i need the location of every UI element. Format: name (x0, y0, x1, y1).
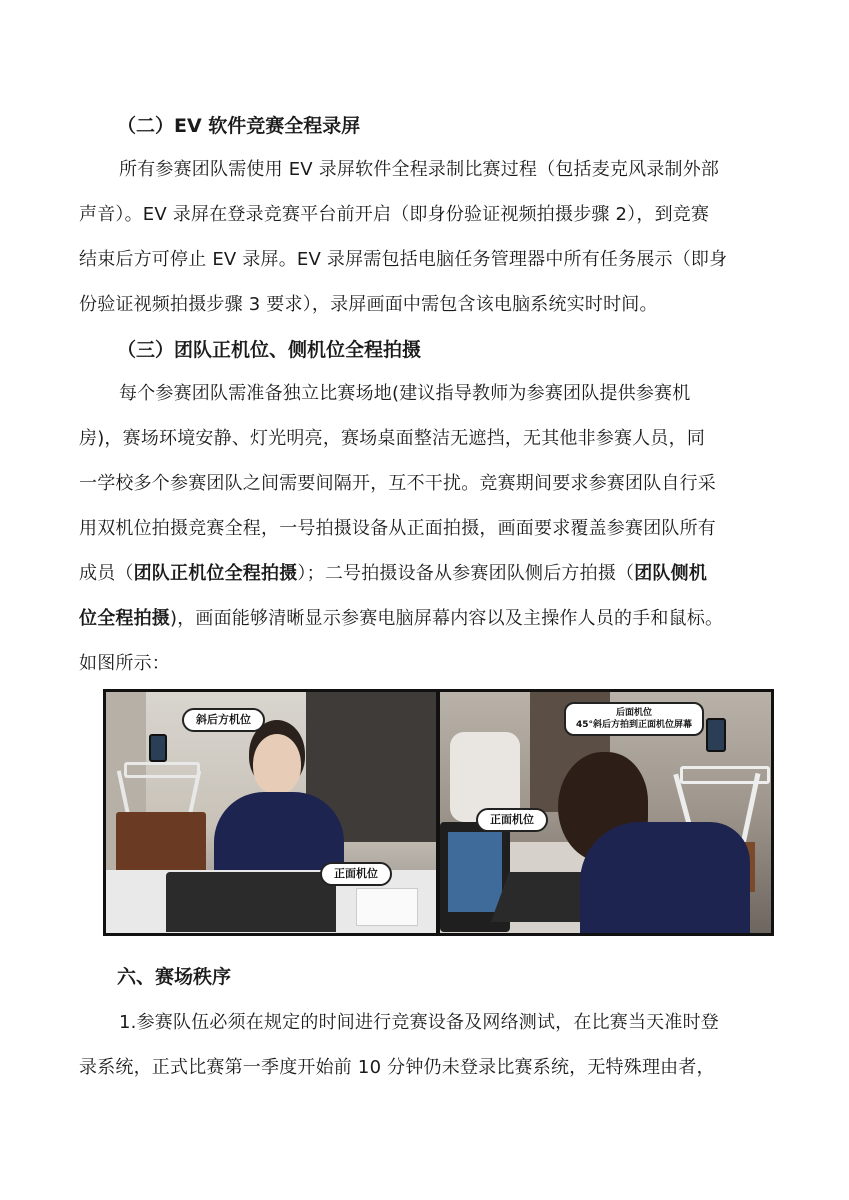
text-fragment: 成员（ (79, 563, 134, 584)
text-line: 结束后方可停止 EV 录屏。EV 录屏需包括电脑任务管理器中所有任务展示（即身 (79, 249, 728, 270)
text-fragment: ）；二号拍摄设备从参赛团队侧后方拍摄（ (297, 563, 635, 584)
label-front-camera-right: 正面机位 (476, 808, 548, 832)
label-rear-oblique-camera: 斜后方机位 (182, 708, 265, 732)
section-heading-ev-recording: （二）EV 软件竞赛全程录屏 (117, 115, 361, 137)
label-rear-camera-line1: 后面机位 (616, 708, 653, 718)
text-line (79, 559, 773, 589)
rear-view-photo (440, 692, 771, 933)
text-line: 所有参赛团队需使用 EV 录屏软件全程录制比赛过程（包括麦克风录制外部 (119, 159, 720, 180)
laptop-icon (166, 872, 336, 932)
bold-term-side-camera: 团队侧机 (634, 563, 708, 584)
text-line: 房)，赛场环境安静、灯光明亮，赛场桌面整洁无遮挡，无其他非参赛人员，同 (79, 428, 706, 449)
front-view-photo (106, 692, 436, 933)
text-line: 声音）。EV 录屏在登录竞赛平台前开启（即身份验证视频拍摄步骤 2），到竞赛 (79, 204, 710, 225)
text-line: 1.参赛队伍必须在规定的时间进行竞赛设备及网络测试，在比赛当天准时登 (119, 1012, 719, 1033)
section-heading-venue-order: 六、赛场秩序 (117, 966, 232, 988)
text-fragment: )，画面能够清晰显示参赛电脑屏幕内容以及主操作人员的手和鼠标。 (170, 608, 724, 629)
text-line: 用双机位拍摄竞赛全程，一号拍摄设备从正面拍摄，画面要求覆盖参赛团队所有 (79, 518, 716, 539)
label-front-camera: 正面机位 (320, 862, 392, 886)
person-head (253, 734, 301, 794)
text-line: 一学校多个参赛团队之间需要间隔开，互不干扰。竞赛期间要求参赛团队自行采 (79, 473, 716, 494)
camera-phone-icon (149, 734, 167, 762)
section-heading-camera-positions: （三）团队正机位、侧机位全程拍摄 (117, 339, 422, 361)
camera-phone-icon (706, 718, 726, 752)
bold-term-side-camera-cont: 位全程拍摄 (79, 608, 170, 629)
text-line (79, 604, 723, 634)
label-rear-camera (564, 702, 704, 736)
text-line: 录系统，正式比赛第一季度开始前 10 分钟仍未登录比赛系统，无特殊理由者， (79, 1057, 715, 1078)
text-line: 如图所示： (79, 653, 170, 674)
label-rear-camera-line2: 45°斜后方拍到正面机位屏幕 (576, 720, 693, 730)
text-line: 份验证视频拍摄步骤 3 要求），录屏画面中需包含该电脑系统实时时间。 (79, 294, 658, 315)
camera-setup-figure (103, 689, 774, 936)
text-line: 每个参赛团队需准备独立比赛场地(建议指导教师为参赛团队提供参赛机 (119, 383, 691, 404)
bold-term-front-camera: 团队正机位全程拍摄 (133, 563, 298, 584)
